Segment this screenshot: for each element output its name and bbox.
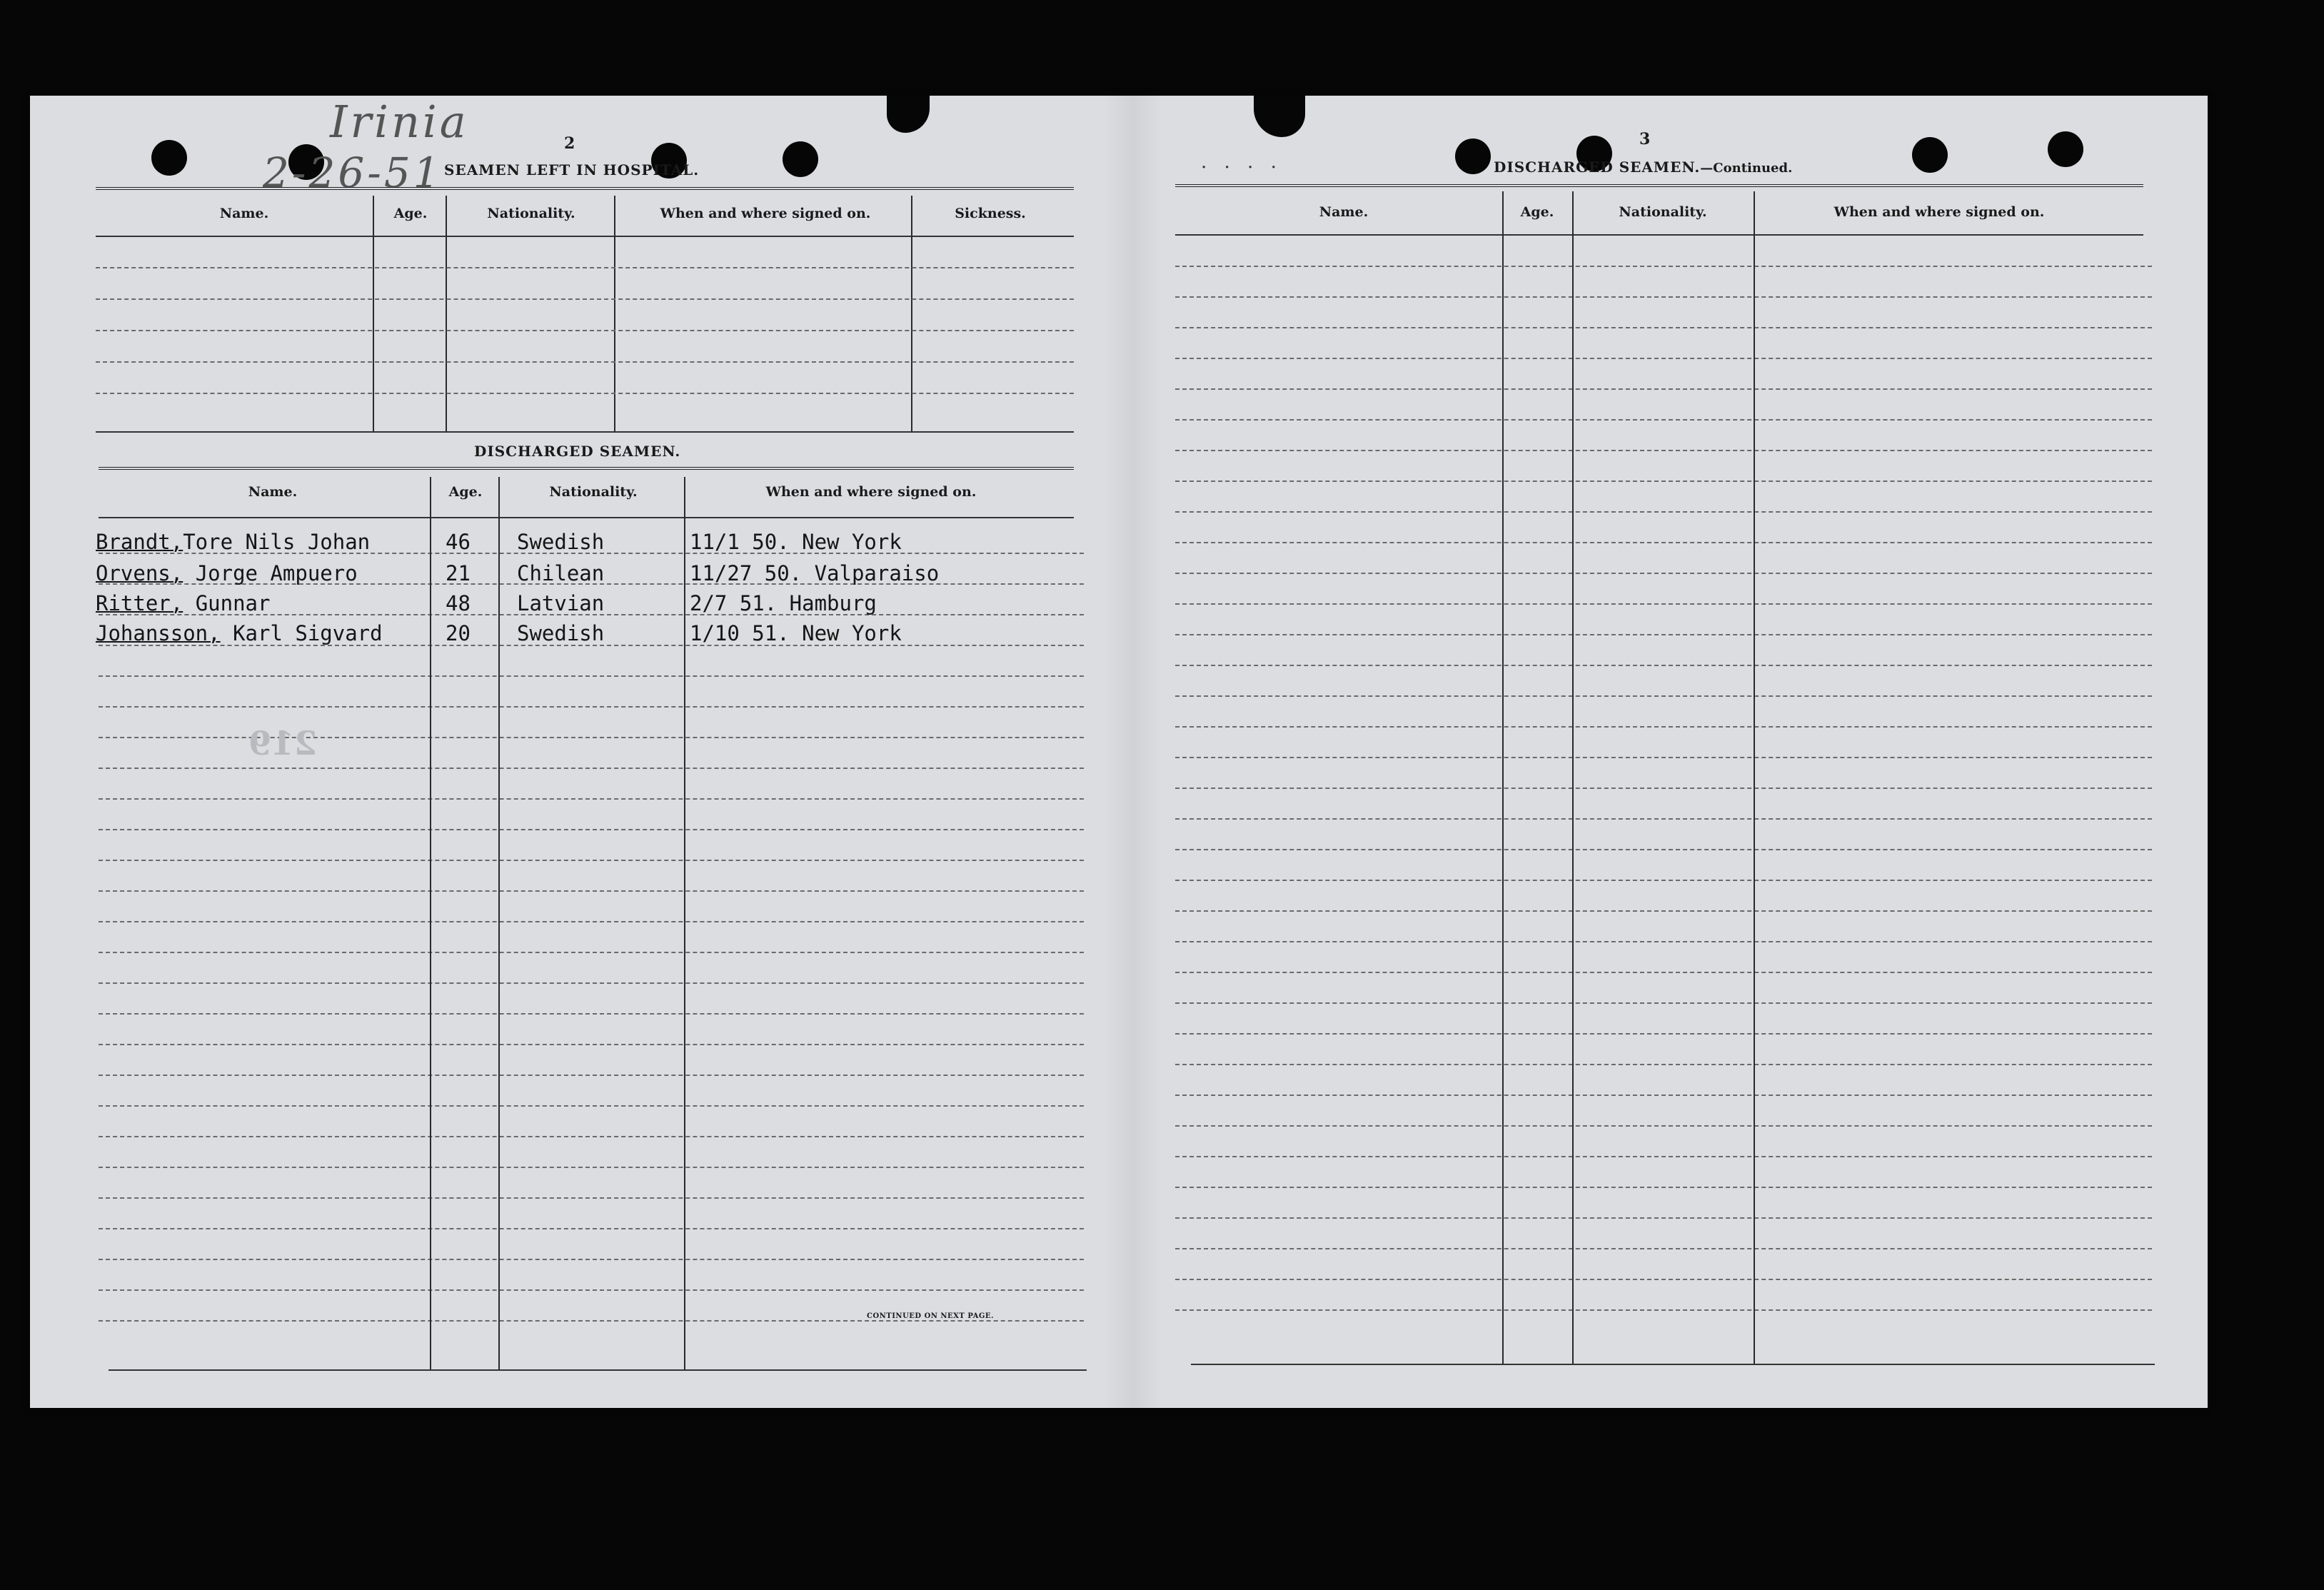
seaman-age: 46 — [446, 530, 471, 554]
ruled-line — [1175, 1217, 2152, 1219]
ruled-line — [1175, 972, 2152, 973]
ruled-line — [1175, 726, 2152, 728]
column-divider — [498, 477, 500, 1369]
punch-hole — [783, 141, 818, 177]
column-divider — [430, 477, 431, 1369]
seaman-nationality: Chilean — [517, 561, 605, 585]
column-divider — [614, 196, 615, 431]
header-rule — [1175, 184, 2143, 187]
header-underline — [96, 236, 1074, 237]
ruled-line — [1175, 1187, 2152, 1188]
discharged-section-title: DISCHARGED SEAMEN. — [474, 443, 681, 460]
header-rule — [96, 187, 1074, 190]
ruled-line — [96, 330, 1074, 331]
ruled-line — [1175, 1248, 2152, 1249]
ruled-line — [99, 982, 1084, 984]
seaman-age: 48 — [446, 591, 471, 615]
ruled-line — [1175, 788, 2152, 789]
ruled-line — [99, 860, 1084, 861]
col-age: Age. — [1520, 204, 1554, 220]
continued-note: CONTINUED ON NEXT PAGE. — [867, 1312, 995, 1320]
column-divider — [684, 477, 685, 1369]
col-signed-on: When and where signed on. — [765, 484, 977, 500]
col-name: Name. — [1319, 204, 1369, 220]
surname: Orvens, — [96, 561, 183, 585]
column-divider — [911, 196, 912, 431]
ruled-line — [99, 1289, 1084, 1291]
surname: Brandt, — [96, 530, 183, 554]
document-paper — [30, 96, 2208, 1408]
given-names: Tore Nils Johan — [183, 530, 371, 554]
ruled-line — [1175, 388, 2152, 390]
ruled-line — [96, 361, 1074, 363]
ruled-line — [1175, 480, 2152, 482]
ruled-line — [96, 267, 1074, 268]
ruled-line — [99, 1228, 1084, 1229]
handwritten-ship-name: Irinia — [330, 96, 469, 148]
punch-hole — [1912, 137, 1948, 173]
ruled-line — [99, 768, 1084, 769]
ruled-line — [1175, 1156, 2152, 1157]
ruled-line — [1175, 419, 2152, 421]
col-name: Name. — [248, 484, 298, 500]
given-names: Gunnar — [195, 591, 271, 615]
seaman-age: 21 — [446, 561, 471, 585]
page-number-left: 2 — [564, 134, 575, 153]
ruled-line — [1175, 1125, 2152, 1127]
hospital-section-title: SEAMEN LEFT IN HOSPITAL. — [444, 161, 700, 178]
seaman-nationality: Swedish — [517, 621, 605, 645]
torn-edge — [1254, 96, 1305, 137]
seaman-age: 20 — [446, 621, 471, 645]
col-nationality: Nationality. — [1619, 204, 1707, 220]
col-sickness: Sickness. — [955, 206, 1026, 221]
ruled-line — [99, 1167, 1084, 1168]
column-divider — [373, 196, 374, 431]
ruled-line — [1175, 511, 2152, 513]
faint-stamp-number: 219 — [248, 724, 318, 763]
page-fold — [1105, 96, 1162, 1408]
torn-edge — [887, 96, 930, 133]
table-bottom-rule — [96, 431, 1074, 433]
col-nationality: Nationality. — [487, 206, 575, 221]
ruled-line — [1175, 327, 2152, 328]
ruled-line — [99, 952, 1084, 953]
column-divider — [446, 196, 447, 431]
given-names: Jorge Ampuero — [195, 561, 358, 585]
seaman-name — [96, 621, 383, 645]
table-bottom-rule — [1191, 1364, 2155, 1365]
ruled-line — [1175, 665, 2152, 666]
ruled-line — [1175, 1002, 2152, 1004]
ruled-line — [99, 737, 1084, 738]
seaman-name — [96, 561, 358, 585]
title-suffix: —Continued. — [1700, 161, 1793, 176]
ruled-line — [1175, 573, 2152, 574]
col-name: Name. — [219, 206, 269, 221]
punch-hole — [151, 140, 187, 176]
ruled-line — [99, 1259, 1084, 1260]
ruled-line — [1175, 296, 2152, 298]
ruled-line — [99, 1075, 1084, 1076]
ruled-line — [1175, 1309, 2152, 1311]
seaman-signed-on: 1/10 51. New York — [690, 621, 902, 645]
ruled-line — [99, 798, 1084, 800]
ruled-line — [99, 706, 1084, 708]
title-text: DISCHARGED SEAMEN. — [1494, 159, 1701, 176]
surname: Johansson, — [96, 621, 221, 645]
seaman-name — [96, 591, 270, 615]
ruled-line — [1175, 695, 2152, 697]
table-bottom-rule — [109, 1369, 1087, 1371]
header-underline — [99, 517, 1074, 518]
ruled-line — [1175, 266, 2152, 267]
column-divider — [1754, 191, 1755, 1364]
ruled-line — [99, 890, 1084, 892]
ruled-line — [99, 1197, 1084, 1199]
ruled-line — [1175, 358, 2152, 359]
ruled-line — [1175, 880, 2152, 881]
ruled-line — [1175, 1033, 2152, 1035]
col-age: Age. — [393, 206, 428, 221]
header-rule — [99, 467, 1074, 470]
ruled-line — [1175, 634, 2152, 635]
col-nationality: Nationality. — [549, 484, 638, 500]
given-names: Karl Sigvard — [233, 621, 383, 645]
seaman-nationality: Latvian — [517, 591, 605, 615]
page-number-right: 3 — [1639, 130, 1651, 149]
ruled-line — [1175, 910, 2152, 912]
seaman-signed-on: 11/1 50. New York — [690, 530, 902, 554]
ruled-line — [1175, 941, 2152, 942]
ruled-line — [1175, 818, 2152, 820]
header-underline — [1175, 234, 2143, 236]
ruled-line — [1175, 542, 2152, 543]
ruled-line — [99, 1013, 1084, 1015]
seaman-signed-on: 11/27 50. Valparaiso — [690, 561, 940, 585]
handwritten-date: 2-26-51 — [263, 149, 443, 197]
punch-hole — [1455, 139, 1491, 174]
ruled-line — [99, 1136, 1084, 1137]
ruled-line — [1175, 757, 2152, 758]
ruled-line — [99, 921, 1084, 922]
col-age: Age. — [448, 484, 483, 500]
punch-hole — [2048, 131, 2083, 167]
seaman-signed-on: 2/7 51. Hamburg — [690, 591, 877, 615]
column-divider — [1572, 191, 1574, 1364]
ruled-line — [99, 1105, 1084, 1107]
ruled-line — [99, 829, 1084, 830]
ruled-line — [1175, 1064, 2152, 1065]
seaman-name — [96, 530, 370, 554]
stray-marks: . . . . — [1201, 151, 1282, 173]
ruled-line — [1175, 603, 2152, 605]
ruled-line — [1175, 849, 2152, 850]
ruled-line — [96, 298, 1074, 300]
seaman-nationality: Swedish — [517, 530, 605, 554]
col-signed-on: When and where signed on. — [660, 206, 871, 221]
ruled-line — [99, 1320, 1084, 1322]
ruled-line — [99, 675, 1084, 677]
surname: Ritter, — [96, 591, 183, 615]
ruled-line — [1175, 450, 2152, 451]
ruled-line — [1175, 1095, 2152, 1096]
ruled-line — [96, 393, 1074, 394]
column-divider — [1502, 191, 1504, 1364]
col-signed-on: When and where signed on. — [1833, 204, 2045, 220]
ruled-line — [99, 1044, 1084, 1045]
discharged-continued-title — [1494, 159, 1792, 176]
ruled-line — [1175, 1279, 2152, 1280]
